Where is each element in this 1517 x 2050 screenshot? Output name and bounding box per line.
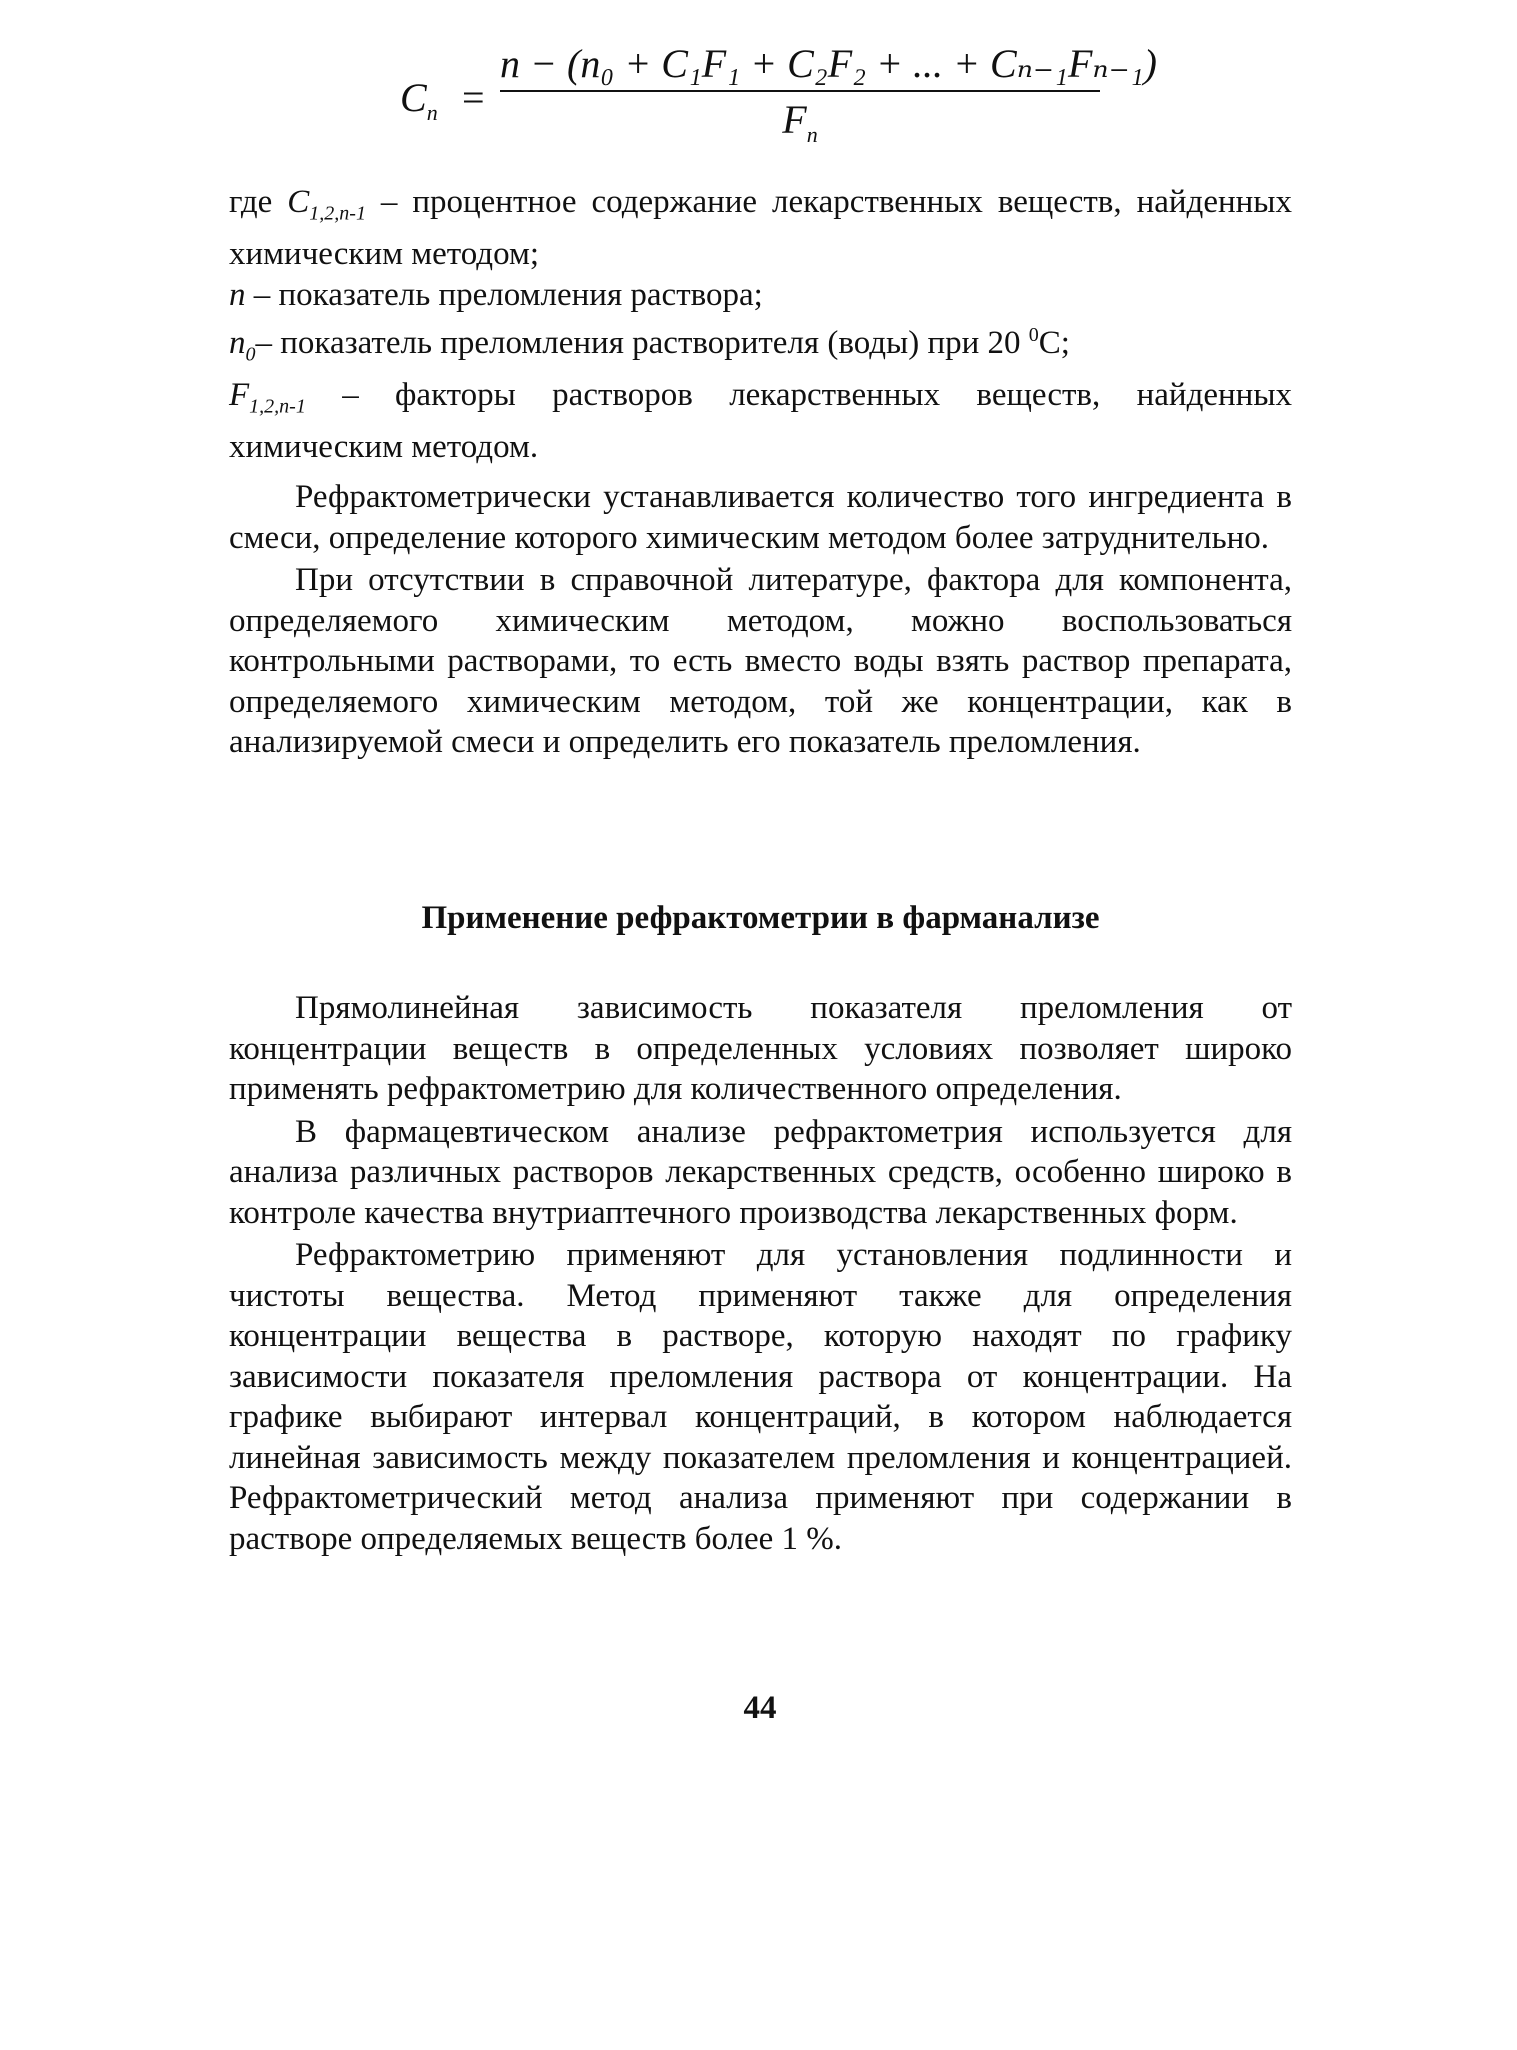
formula-numerator: n − (n₀ + C₁F₁ + C₂F₂ + ... + Cₙ₋₁Fₙ₋₁) bbox=[500, 41, 1157, 86]
formula-lhs: $C_n$ bbox=[400, 75, 438, 125]
section-paragraphs bbox=[229, 988, 1292, 1559]
paragraph: Прямолинейная зависимость показателя преломления от концентрации веществ в определенных условиях позволяет широко применять рефрактометрию для количественного определения. bbox=[229, 990, 1292, 1107]
definition-f: $F_{1,2,n-1}$ – факторы растворов лекарственных веществ, найденных химическим методом. bbox=[229, 377, 1292, 466]
formula-denominator: $F_n$ bbox=[782, 97, 818, 147]
page-number: 44 bbox=[743, 1690, 777, 1726]
definition-c: где $C_{1,2,n-1}$ – процентное содержание лекарственных веществ, найденных химическим методом; bbox=[229, 184, 1292, 273]
paragraph: В фармацевтическом анализе рефрактометрия используется для анализа различных растворов лекарственных средств, особенно широко в контроле качества внутриаптечного производства лекарственных форм. bbox=[229, 1113, 1292, 1231]
paragraph: При отсутствии в справочной литературе, фактора для компонента, определяемого химическим методом, можно воспользоваться контрольными растворами, то есть вместо воды взять раствор препарата, определяемого химическим методом, той же концентрации, как в анализируемой смеси и определить его показатель преломления. bbox=[229, 562, 1292, 760]
section-heading: Применение рефрактометрии в фарманализе bbox=[421, 900, 1100, 936]
variable-definitions bbox=[229, 182, 1292, 468]
definition-n0: $n_0-$ показатель преломления растворителя (воды) при 20 $^0$С; bbox=[229, 324, 1070, 366]
formula bbox=[400, 40, 1157, 150]
paragraph: Рефрактометрию применяют для установления подлинности и чистоты вещества. Метод применяют также для определения концентрации вещества в растворе, которую находят по графику зависимости показателя преломления раствора от концентрации. На графике выбирают интервал концентраций, в котором наблюдается линейная зависимость между показателем преломления и концентрацией. Рефрактометрический метод анализа применяют при содержании в растворе определяемых веществ более 1 %. bbox=[229, 1237, 1292, 1557]
formula-equals: = bbox=[462, 75, 485, 120]
intro-paragraphs bbox=[229, 477, 1292, 763]
paragraph: Рефрактометрически устанавливается количество того ингредиента в смеси, определение которого химическим методом более затруднительно. bbox=[229, 479, 1292, 556]
fraction-bar bbox=[500, 90, 1100, 92]
definition-n: n – показатель преломления раствора; bbox=[229, 276, 763, 313]
